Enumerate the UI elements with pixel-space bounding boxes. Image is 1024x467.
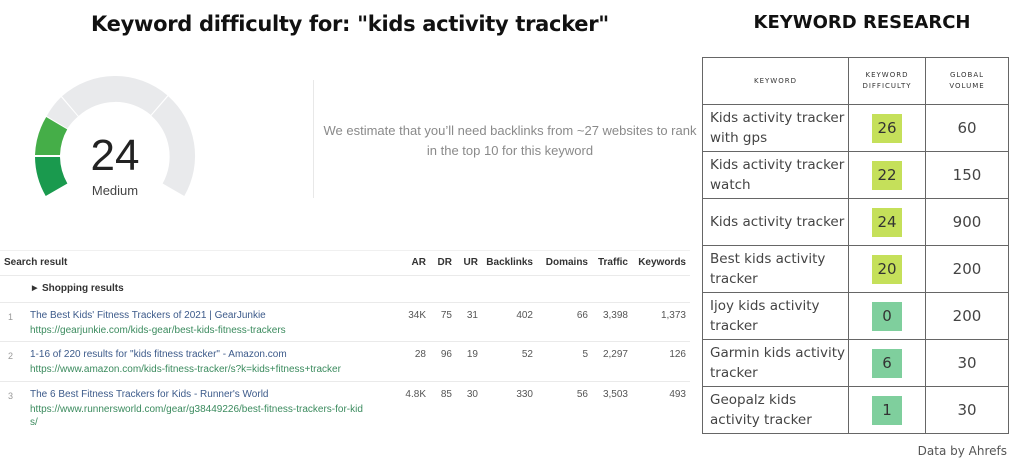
data-credit: Data by Ahrefs bbox=[917, 444, 1007, 458]
result-title-link[interactable]: The Best Kids' Fitness Trackers of 2021 | GearJunkie bbox=[30, 310, 266, 321]
difficulty-badge: 20 bbox=[872, 255, 902, 284]
difficulty-badge: 22 bbox=[872, 161, 902, 190]
row-index: 1 bbox=[8, 312, 14, 322]
difficulty-badge: 1 bbox=[872, 396, 902, 425]
backlinks-value[interactable]: 330 bbox=[516, 389, 533, 400]
keywords-value[interactable]: 1,373 bbox=[660, 310, 686, 321]
result-title-link[interactable]: 1-16 of 220 results for "kids fitness tracker" - Amazon.com bbox=[30, 349, 287, 360]
table-row bbox=[703, 105, 1009, 152]
result-url-link[interactable]: https://gearjunkie.com/kids-gear/best-kids-fitness-trackers bbox=[30, 325, 286, 336]
shopping-results-label: Shopping results bbox=[42, 283, 124, 294]
volume-cell: 30 bbox=[926, 340, 1009, 387]
table-row bbox=[703, 293, 1009, 340]
dr-value: 85 bbox=[440, 389, 452, 400]
dr-value: 96 bbox=[440, 349, 452, 360]
traffic-value: 3,503 bbox=[602, 389, 628, 400]
col-keywords[interactable]: Keywords bbox=[638, 257, 686, 268]
col-keyword: KEYWORD bbox=[703, 58, 849, 105]
volume-cell: 150 bbox=[926, 152, 1009, 199]
result-url-link[interactable]: https://www.amazon.com/kids-fitness-tracker/s?k=kids+fitness+tracker bbox=[30, 364, 341, 375]
traffic-value: 2,297 bbox=[602, 349, 628, 360]
keyword-cell: Kids activity tracker bbox=[703, 199, 849, 246]
result-url-link[interactable]: https://www.runnersworld.com/gear/g38449226/best-fitness-trackers-for-kids/ bbox=[30, 404, 363, 428]
ur-value: 31 bbox=[466, 310, 478, 321]
col-search-result[interactable]: Search result bbox=[4, 257, 68, 268]
serp-row bbox=[0, 382, 690, 432]
difficulty-badge: 6 bbox=[872, 349, 902, 378]
row-index: 2 bbox=[8, 351, 14, 361]
shopping-results-toggle[interactable] bbox=[0, 276, 690, 303]
backlinks-value[interactable]: 52 bbox=[521, 349, 533, 360]
col-traffic[interactable]: Traffic bbox=[597, 257, 628, 268]
difficulty-level: Medium bbox=[91, 183, 139, 198]
keyword-cell: Kids activity tracker with gps bbox=[703, 105, 849, 152]
volume-cell: 200 bbox=[926, 246, 1009, 293]
difficulty-score: 24 bbox=[90, 131, 140, 180]
ur-value: 19 bbox=[466, 349, 478, 360]
traffic-value: 3,398 bbox=[602, 310, 628, 321]
col-keyword-difficulty: KEYWORD DIFFICULTY bbox=[849, 58, 926, 105]
serp-table bbox=[0, 250, 690, 432]
volume-cell: 30 bbox=[926, 387, 1009, 434]
col-global-volume: GLOBAL VOLUME bbox=[926, 58, 1009, 105]
page-title: Keyword difficulty for: "kids activity tracker" bbox=[91, 12, 609, 36]
ur-value: 30 bbox=[466, 389, 478, 400]
col-dr[interactable]: DR bbox=[437, 257, 452, 268]
keyword-research-table bbox=[702, 57, 1009, 434]
backlinks-value[interactable]: 402 bbox=[516, 310, 533, 321]
table-row bbox=[703, 199, 1009, 246]
col-ar[interactable]: AR bbox=[411, 257, 426, 268]
domains-value[interactable]: 66 bbox=[576, 310, 588, 321]
domains-value[interactable]: 5 bbox=[582, 349, 588, 360]
keyword-cell: Garmin kids activity tracker bbox=[703, 340, 849, 387]
col-backlinks[interactable]: Backlinks bbox=[486, 257, 533, 268]
serp-row bbox=[0, 303, 690, 342]
col-ur[interactable]: UR bbox=[463, 257, 478, 268]
ar-value: 4.8K bbox=[405, 389, 426, 400]
keyword-cell: Best kids activity tracker bbox=[703, 246, 849, 293]
volume-cell: 200 bbox=[926, 293, 1009, 340]
volume-cell: 900 bbox=[926, 199, 1009, 246]
keywords-value[interactable]: 126 bbox=[669, 349, 686, 360]
keyword-cell: Geopalz kids activity tracker bbox=[703, 387, 849, 434]
col-domains[interactable]: Domains bbox=[545, 257, 588, 268]
table-row bbox=[703, 340, 1009, 387]
domains-value[interactable]: 56 bbox=[576, 389, 588, 400]
difficulty-badge: 26 bbox=[872, 114, 902, 143]
caret-right-icon: ▶ bbox=[32, 285, 38, 292]
table-header-row bbox=[703, 58, 1009, 105]
ar-value: 28 bbox=[414, 349, 426, 360]
keyword-cell: Kids activity tracker watch bbox=[703, 152, 849, 199]
keywords-value[interactable]: 493 bbox=[669, 389, 686, 400]
difficulty-badge: 24 bbox=[872, 208, 902, 237]
volume-cell: 60 bbox=[926, 105, 1009, 152]
row-index: 3 bbox=[8, 391, 14, 401]
keyword-research-title: KEYWORD RESEARCH bbox=[753, 12, 971, 33]
difficulty-badge: 0 bbox=[872, 302, 902, 331]
table-row bbox=[703, 246, 1009, 293]
backlink-estimate: We estimate that you’ll need backlinks from ~27 websites to rank in the top 10 for this keyword bbox=[323, 123, 697, 158]
divider bbox=[313, 80, 314, 198]
serp-header bbox=[0, 250, 690, 276]
table-row bbox=[703, 152, 1009, 199]
keyword-cell: Ijoy kids activity tracker bbox=[703, 293, 849, 340]
result-title-link[interactable]: The 6 Best Fitness Trackers for Kids - Runner's World bbox=[30, 389, 269, 400]
serp-row bbox=[0, 342, 690, 382]
ar-value: 34K bbox=[408, 310, 426, 321]
table-row bbox=[703, 387, 1009, 434]
dr-value: 75 bbox=[440, 310, 452, 321]
